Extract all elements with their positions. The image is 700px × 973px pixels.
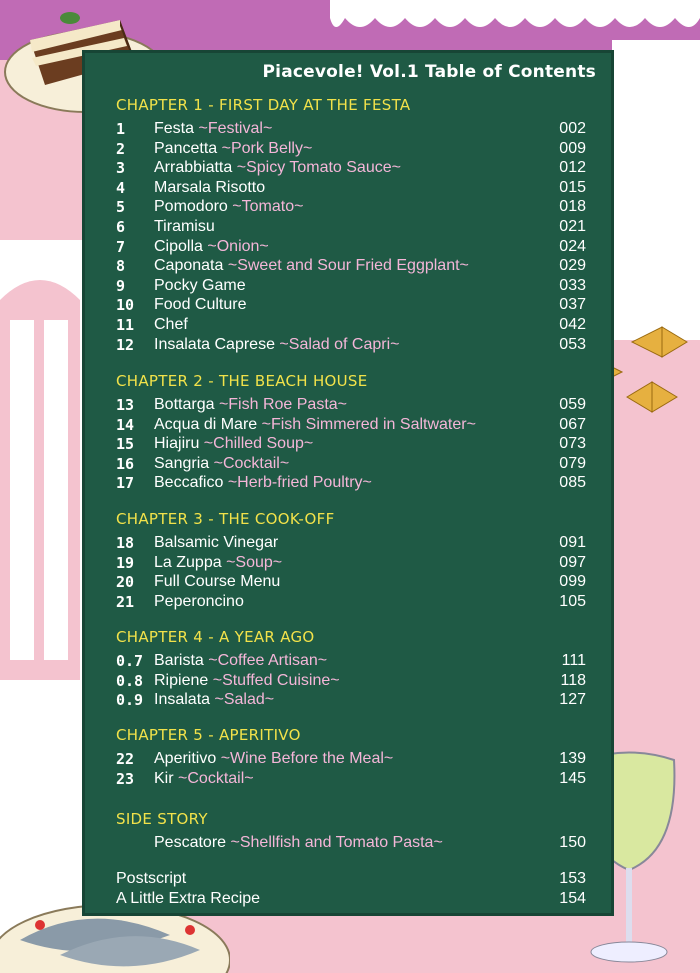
- entry-page-number: 033: [559, 276, 586, 294]
- toc-entry: [116, 652, 586, 672]
- toc-entry: [116, 336, 586, 356]
- entry-name: Caponata: [154, 257, 224, 275]
- toc-entry: [116, 296, 586, 316]
- toc-entry: [116, 573, 586, 593]
- entry-page-number: 127: [559, 691, 586, 709]
- toc-entry: [116, 416, 586, 436]
- entry-name: Festa: [154, 120, 195, 137]
- entry-number: 1: [116, 120, 126, 138]
- entry-title: [154, 416, 476, 434]
- entry-title: [154, 257, 469, 275]
- entry-page-number: 042: [559, 316, 586, 333]
- entry-page-number: 145: [559, 769, 586, 787]
- entry-number: 8: [116, 257, 126, 276]
- wall-panel-right: [612, 40, 700, 340]
- entry-page-number: 073: [559, 435, 586, 453]
- entry-page-number: 029: [559, 257, 586, 275]
- entry-name: Chef: [154, 316, 188, 333]
- entry-page-number: 015: [559, 178, 586, 196]
- toc-entry: [116, 554, 586, 574]
- entry-subtitle: ~Chilled Soup~: [203, 435, 314, 453]
- entry-title: [154, 336, 400, 354]
- entry-title: [154, 277, 246, 295]
- entry-number: 18: [116, 534, 135, 552]
- entry-number: 0.7: [116, 652, 144, 670]
- entry-title: [154, 554, 282, 572]
- entry-number: 2: [116, 139, 126, 158]
- entry-name: Pancetta: [154, 139, 218, 157]
- chapter-heading: CHAPTER 1 - FIRST DAY AT THE FESTA: [116, 96, 411, 114]
- entry-subtitle: ~Salad of Capri~: [279, 335, 400, 353]
- toc-entry: [116, 691, 586, 711]
- entry-number: 19: [116, 553, 135, 572]
- entry-name: Arrabbiatta: [154, 159, 233, 177]
- entry-name: Pescatore: [154, 834, 227, 851]
- entry-title: [154, 120, 272, 138]
- entry-number: 4: [116, 178, 126, 197]
- entry-name: Sangria: [154, 454, 210, 472]
- entry-name: Pomodoro: [154, 198, 228, 216]
- entry-number: 16: [116, 454, 135, 473]
- entry-subtitle: ~Soup~: [226, 553, 283, 571]
- scallop-awning: [330, 0, 700, 40]
- entry-page-number: 067: [559, 415, 586, 433]
- entry-name: Balsamic Vinegar: [154, 534, 279, 551]
- entry-title: [154, 396, 347, 414]
- entry-name: Insalata Caprese: [154, 335, 275, 353]
- toc-entry: [116, 316, 586, 336]
- entry-title: [154, 179, 265, 197]
- entry-page-number: 037: [559, 296, 586, 314]
- entry-subtitle: ~Spicy Tomato Sauce~: [236, 159, 401, 177]
- entry-name: Bottarga: [154, 396, 215, 413]
- entry-page-number: 150: [559, 834, 586, 851]
- entry-number: 14: [116, 415, 135, 434]
- toc-entry: [116, 534, 586, 554]
- entry-number: 11: [116, 316, 135, 334]
- chapter-heading: CHAPTER 3 - THE COOK-OFF: [116, 510, 335, 528]
- entry-subtitle: ~Fish Roe Pasta~: [218, 396, 348, 413]
- chapter-heading: SIDE STORY: [116, 810, 208, 828]
- toc-entry: [116, 238, 586, 258]
- toc-entry: [116, 140, 586, 160]
- page-title: Piacevole! Vol.1 Table of Contents: [262, 62, 596, 82]
- entry-title: [154, 316, 188, 334]
- entry-subtitle: ~Fish Simmered in Saltwater~: [261, 415, 476, 433]
- entry-number: 9: [116, 276, 126, 295]
- entry-name: Kir: [154, 769, 174, 787]
- extra-page-number: 153: [559, 870, 586, 887]
- toc-entry: [116, 179, 586, 199]
- entry-number: 5: [116, 198, 126, 217]
- entry-subtitle: ~Onion~: [207, 237, 269, 255]
- entry-title: [154, 159, 401, 177]
- toc-entry: [116, 218, 586, 238]
- entry-title: [154, 455, 289, 473]
- entry-number: 0.8: [116, 671, 144, 690]
- entry-page-number: 139: [559, 750, 586, 767]
- toc-entry: [116, 834, 586, 854]
- entry-number: 17: [116, 474, 135, 493]
- entry-title: [154, 534, 278, 552]
- extra-page-number: 154: [559, 890, 586, 907]
- entry-subtitle: ~Salad~: [214, 691, 275, 709]
- entry-number: 12: [116, 335, 135, 354]
- entry-subtitle: ~Cocktail~: [213, 454, 290, 472]
- entry-page-number: 085: [559, 474, 586, 492]
- entry-number: 21: [116, 592, 135, 611]
- entry-title: [154, 218, 215, 236]
- entry-name: Aperitivo: [154, 750, 217, 767]
- entry-page-number: 079: [559, 454, 586, 472]
- chapter-heading: CHAPTER 2 - THE BEACH HOUSE: [116, 372, 368, 390]
- toc-entry: [116, 474, 586, 494]
- table-of-contents-board: [82, 50, 614, 916]
- entry-name: Cipolla: [154, 237, 203, 255]
- entry-page-number: 099: [559, 573, 586, 591]
- toc-entry: [116, 396, 586, 416]
- entry-name: Beccafico: [154, 474, 224, 492]
- entry-page-number: 021: [559, 218, 586, 235]
- entry-name: Acqua di Mare: [154, 415, 258, 433]
- entry-number: 0.9: [116, 691, 144, 710]
- arched-window: [0, 260, 80, 680]
- entry-name: Marsala Risotto: [154, 178, 266, 196]
- entry-title: [154, 834, 443, 852]
- entry-name: Full Course Menu: [154, 573, 281, 591]
- entry-title: [154, 573, 280, 591]
- entry-page-number: 053: [559, 335, 586, 353]
- entry-title: [154, 238, 269, 256]
- entry-number: 6: [116, 218, 126, 236]
- entry-page-number: 105: [559, 592, 586, 610]
- entry-title: [154, 770, 254, 788]
- toc-entry: [116, 120, 586, 140]
- entry-number: 3: [116, 159, 126, 178]
- entry-page-number: 009: [559, 139, 586, 157]
- entry-subtitle: ~Tomato~: [232, 198, 304, 216]
- entry-title: [154, 593, 244, 611]
- entry-subtitle: ~Pork Belly~: [221, 139, 313, 157]
- entry-number: 15: [116, 435, 135, 454]
- toc-entry: [116, 435, 586, 455]
- entry-page-number: 059: [559, 396, 586, 413]
- entry-title: [154, 296, 247, 314]
- entry-number: 23: [116, 769, 135, 788]
- entry-number: 7: [116, 237, 126, 256]
- entry-page-number: 111: [561, 652, 586, 669]
- entry-number: 22: [116, 750, 135, 768]
- entry-title: [154, 474, 372, 492]
- toc-entry: [116, 672, 586, 692]
- entry-subtitle: ~Sweet and Sour Fried Eggplant~: [227, 257, 469, 275]
- entry-title: [154, 198, 303, 216]
- toc-entry: [116, 770, 586, 790]
- toc-entry: [116, 198, 586, 218]
- entry-name: Food Culture: [154, 296, 247, 314]
- entry-name: Peperoncino: [154, 592, 244, 610]
- entry-page-number: 091: [559, 534, 586, 551]
- toc-entry: [116, 593, 586, 613]
- entry-name: La Zuppa: [154, 553, 222, 571]
- entry-title: [154, 652, 327, 670]
- entry-subtitle: ~Festival~: [198, 120, 273, 137]
- chapter-heading: CHAPTER 5 - APERITIVO: [116, 726, 301, 744]
- entry-title: [154, 691, 274, 709]
- toc-entry: [116, 159, 586, 179]
- entry-subtitle: ~Stuffed Cuisine~: [212, 671, 340, 689]
- extra-title: Postscript: [116, 870, 187, 887]
- entry-name: Hiajiru: [154, 435, 200, 453]
- entry-page-number: 024: [559, 237, 586, 255]
- chapter-heading: CHAPTER 4 - A YEAR AGO: [116, 628, 315, 646]
- toc-entry: [116, 750, 586, 770]
- toc-entry: [116, 277, 586, 297]
- entry-title: [154, 750, 393, 768]
- entry-subtitle: ~Cocktail~: [178, 769, 254, 787]
- entry-name: Pocky Game: [154, 276, 246, 294]
- entry-subtitle: ~Herb-fried Poultry~: [227, 474, 372, 492]
- entry-page-number: 118: [560, 671, 586, 689]
- entry-subtitle: ~Shellfish and Tomato Pasta~: [230, 834, 443, 851]
- entry-name: Insalata: [154, 691, 211, 709]
- entry-name: Ripiene: [154, 671, 209, 689]
- entry-title: [154, 140, 312, 158]
- entry-number: 20: [116, 573, 135, 592]
- entry-page-number: 097: [559, 553, 586, 571]
- entry-number: 13: [116, 396, 135, 414]
- toc-entry: [116, 455, 586, 475]
- extra-title: A Little Extra Recipe: [116, 890, 261, 907]
- entry-name: Tiramisu: [154, 218, 215, 235]
- entry-page-number: 012: [559, 159, 586, 177]
- entry-number: 10: [116, 296, 135, 315]
- entry-title: [154, 435, 313, 453]
- entry-subtitle: ~Coffee Artisan~: [208, 652, 328, 669]
- entry-subtitle: ~Wine Before the Meal~: [220, 750, 394, 767]
- entry-page-number: 002: [559, 120, 586, 137]
- toc-entry: [116, 257, 586, 277]
- entry-page-number: 018: [559, 198, 586, 216]
- entry-name: Barista: [154, 652, 204, 669]
- entry-title: [154, 672, 340, 690]
